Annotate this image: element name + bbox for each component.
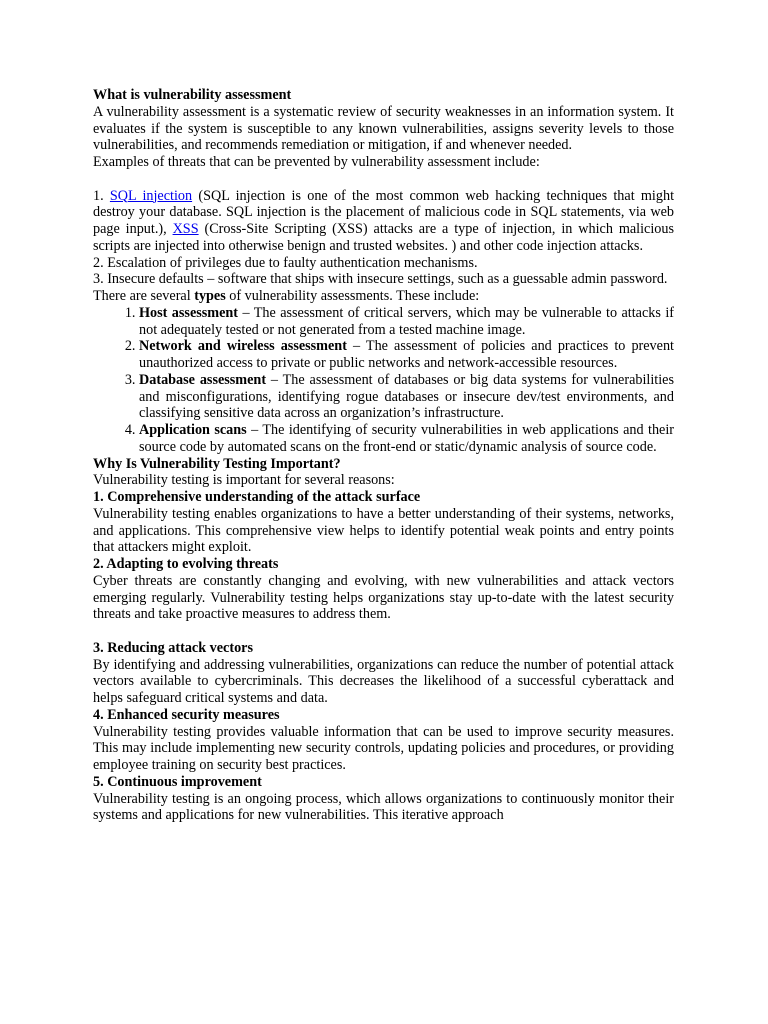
reason-text: Vulnerability testing provides valuable information that can be used to improve security measures. This may include implementing new security controls, updating policies and procedures, or providing employee training on security best practices. [93,723,674,773]
types-intro-bold: types [194,288,226,304]
heading-why-important: Why Is Vulnerability Testing Important? [93,455,341,472]
threat-item-1-prefix: 1. [93,187,110,204]
sql-injection-link[interactable]: SQL injection [109,187,193,204]
type-text: – The assessment of databases or big data systems for vulnerabilities and misconfigurations, identifying rogue databases or insecure dev/test environments, and classifying sensitive data across an organization’s infrastructure. [139,371,674,422]
type-title: Database assessment [139,371,267,388]
type-text: – The assessment of critical servers, which may be vulnerable to attacks if not adequately tested or not generated from a tested machine image. [139,304,674,338]
list-item [139,305,674,339]
reason-heading: 4. Enhanced security measures [93,706,280,723]
intro-paragraph: A vulnerability assessment is a systematic review of security weaknesses in an information system. It evaluates if the system is susceptible to any known vulnerabilities, assigns severity levels to those vulnerabilities, and recommends remediation or mitigation, if and whenever needed. [93,103,674,154]
reason-text: Vulnerability testing enables organizations to have a better understanding of their systems, networks, and applications. This comprehensive view helps to identify potential weak points and entry points that attackers might exploit. [93,505,674,556]
examples-intro: Examples of threats that can be prevented by vulnerability assessment include: [93,154,540,170]
reason-heading: 5. Continuous improvement [93,773,262,790]
importance-intro: Vulnerability testing is important for several reasons: [93,472,395,489]
type-text: – The identifying of security vulnerabilities in web applications and their source code by automated scans on the front-end or static/dynamic analysis of source code. [139,422,674,455]
reason-heading: 2. Adapting to evolving threats [93,556,279,572]
list-item [139,372,674,422]
types-intro-before: There are several [93,288,195,304]
threat-item-3: 3. Insecure defaults – software that ships with insecure settings, such as a guessable admin password. [93,271,668,288]
reason-heading: 1. Comprehensive understanding of the attack surface [93,489,421,505]
reason-heading: 3. Reducing attack vectors [93,639,253,656]
threat-item-1-text-1: (SQL injection is one of the most common web hacking techniques that might destroy your database. SQL injection is the placement of malicious code in SQL statements, via web page input.), [93,187,675,237]
threat-item-1-text-2: (Cross-Site Scripting (XSS) attacks are a type of injection, in which malicious scripts are injected into otherwise benign and trusted websites. ) and other code injection attacks. [93,221,674,254]
document-page [93,87,674,824]
xss-link[interactable]: XSS [172,221,199,237]
reason-text: Vulnerability testing is an ongoing process, which allows organizations to continuously monitor their systems and applications for new vulnerabilities. This iterative approach [93,790,674,824]
threat-item-2: 2. Escalation of privileges due to faulty authentication mechanisms. [93,254,478,271]
type-title: Network and wireless assessment [139,338,347,355]
types-intro-after: of vulnerability assessments. These include: [225,288,480,304]
type-title: Application scans [139,422,247,438]
spacer [93,171,674,188]
type-title: Host assessment [139,304,239,321]
list-item [139,422,674,456]
types-intro [93,288,674,305]
reason-text: Cyber threats are constantly changing and evolving, with new vulnerabilities and attack vectors emerging regularly. Vulnerability testing helps organizations stay up-to-date with the latest security threats and take proactive measures to address them. [93,572,674,623]
spacer [93,623,674,640]
reason-text: By identifying and addressing vulnerabilities, organizations can reduce the number of potential attack vectors available to cybercriminals. This decreases the likelihood of a successful cyberattack and helps safeguard critical systems and data. [93,656,674,706]
threat-item-1 [93,188,674,255]
types-list [93,305,674,456]
type-text: – The assessment of policies and practices to prevent unauthorized access to private or public networks and network-accessible resources. [139,338,674,371]
heading-what-is-va: What is vulnerability assessment [93,87,292,103]
list-item [139,338,674,372]
